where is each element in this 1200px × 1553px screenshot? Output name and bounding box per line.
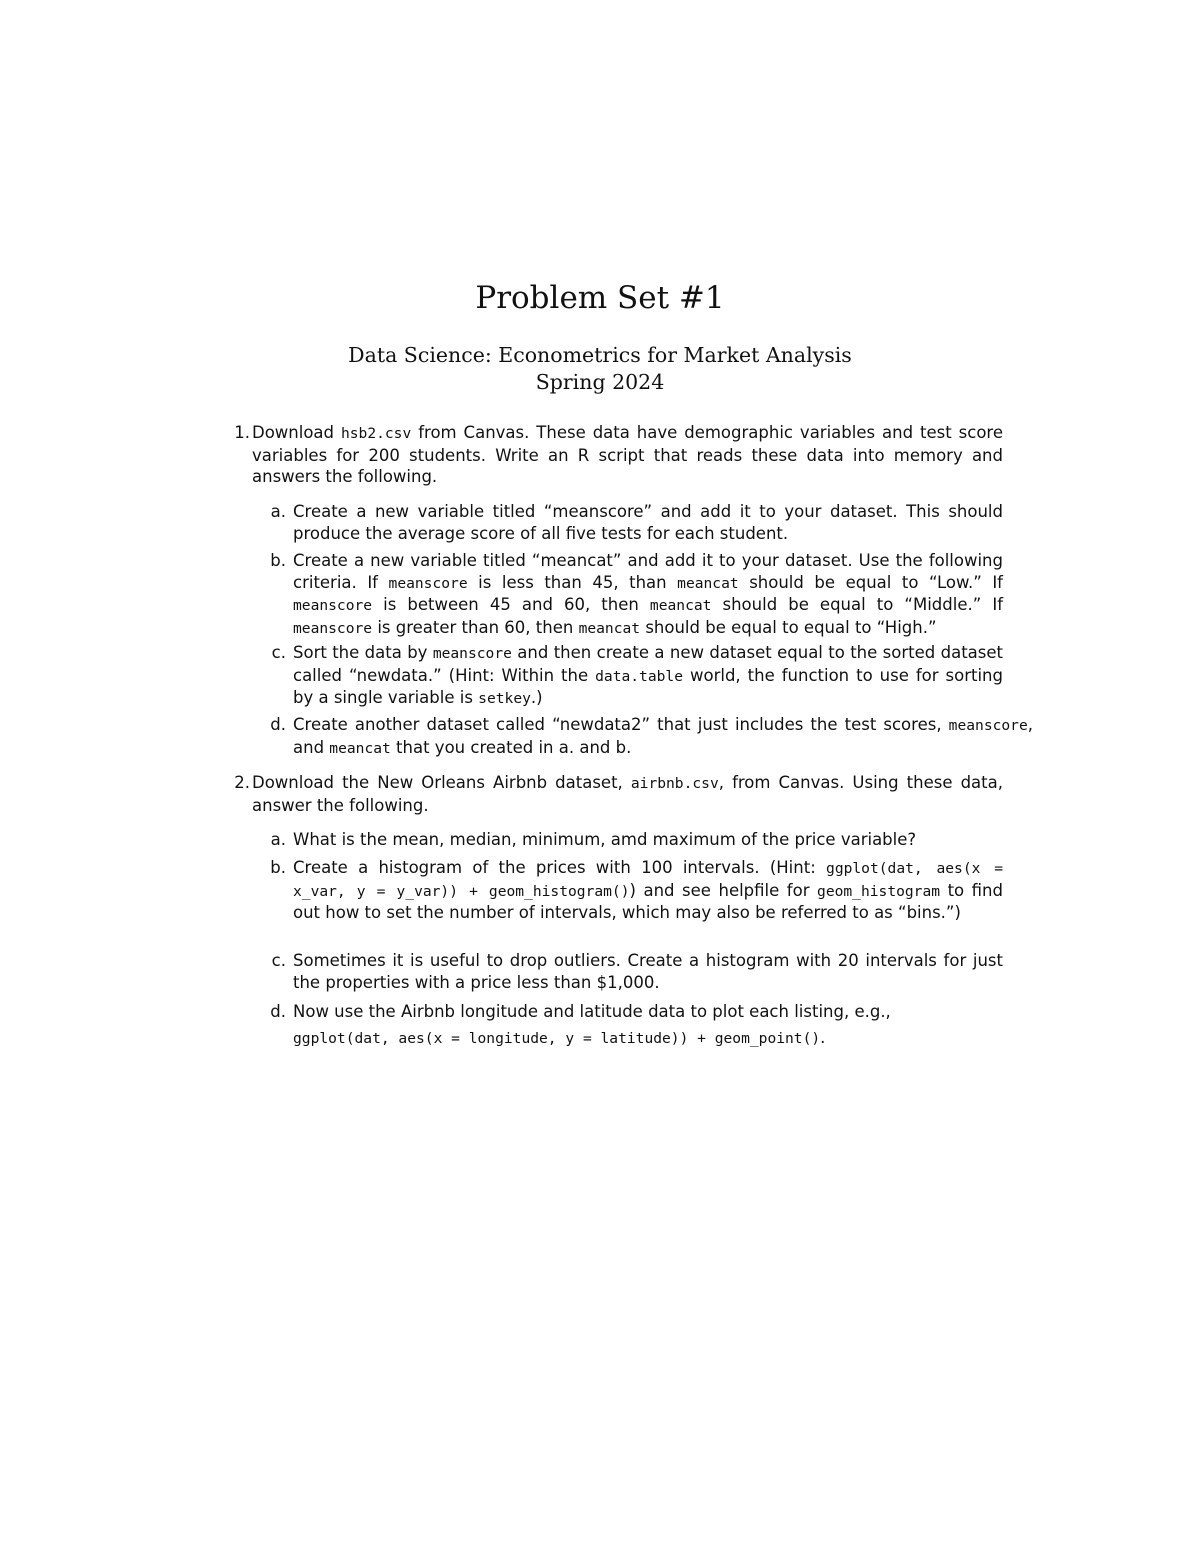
item-text: Sometimes it is useful to drop outliers. Create a histogram with 20 intervals for just the properties with a price less than $1,000. bbox=[293, 951, 1003, 992]
text-run: .) bbox=[530, 688, 543, 707]
text-run: Create a new variable titled “meancat” and add it to your dataset. Use the following criteria. If bbox=[293, 551, 1003, 592]
text-run: to find out how to set the number of intervals, which may also be referred to as “bins.”) bbox=[293, 880, 1003, 922]
code-function: geom_histogram bbox=[817, 882, 941, 900]
text-run: and then create a new dataset equal to the sorted dataset called “newdata.” (Hint: Within the bbox=[293, 643, 1003, 685]
code-filename: hsb2.csv bbox=[340, 425, 412, 442]
course-name: Data Science: Econometrics for Market Analysis bbox=[348, 343, 852, 367]
text-run: Download the New Orleans Airbnb dataset, bbox=[252, 773, 631, 792]
code-variable: meancat bbox=[578, 619, 641, 637]
question-2d bbox=[268, 1001, 1003, 1049]
question-1c bbox=[268, 642, 1003, 710]
text-run: Download bbox=[252, 423, 341, 442]
item-text bbox=[293, 714, 1033, 759]
document-title: Problem Set #1 bbox=[475, 280, 725, 316]
text-run: . bbox=[820, 1027, 826, 1047]
code-variable: meanscore bbox=[948, 717, 1028, 734]
code-variable: meancat bbox=[329, 739, 391, 757]
text-run: Create a histogram of the prices with 100 intervals. (Hint: bbox=[293, 858, 827, 877]
item-text bbox=[293, 550, 1003, 639]
text-run: Create another dataset called “newdata2” that just includes the test scores, bbox=[293, 715, 949, 734]
item-letter: c. bbox=[271, 643, 286, 662]
code-variable: meanscore bbox=[293, 597, 373, 614]
question-1b bbox=[268, 550, 1003, 639]
text-run: from Canvas. These data have demographic variables and test score variables for 200 students. Write an R script that reads these data into memory and answers the following. bbox=[252, 423, 1003, 486]
text-run: that you created in a. and b. bbox=[390, 737, 632, 757]
question-number: 2. bbox=[234, 773, 250, 792]
item-text bbox=[293, 642, 1003, 710]
item-letter: c. bbox=[271, 951, 286, 970]
code-filename: airbnb.csv bbox=[630, 775, 719, 792]
item-letter: d. bbox=[270, 1002, 286, 1021]
text-run: world, the function to use for sorting by a single variable is bbox=[293, 665, 1003, 707]
question-1d bbox=[268, 714, 1033, 759]
text-run: should be equal to “Low.” If bbox=[738, 572, 1003, 592]
text-run: , and bbox=[293, 715, 1033, 757]
question-1 bbox=[228, 422, 1003, 488]
question-1a bbox=[268, 501, 1003, 544]
text-run: is between 45 and 60, then bbox=[372, 595, 650, 614]
code-variable: meanscore bbox=[293, 619, 373, 637]
code-variable: meancat bbox=[649, 597, 712, 614]
question-2 bbox=[228, 772, 1003, 816]
code-variable: meanscore bbox=[432, 645, 512, 662]
item-letter: d. bbox=[270, 715, 286, 734]
code-variable: meancat bbox=[677, 574, 739, 592]
question-2b bbox=[268, 857, 1003, 924]
code-package: data.table bbox=[595, 667, 683, 685]
code-snippet: ggplot(dat, aes(x = x_var, y = y_var)) + geom_histogram() bbox=[293, 860, 1004, 900]
item-text: Create a new variable titled “meanscore” and add it to your dataset. This should produce the average score of all five tests for each student. bbox=[293, 502, 1003, 543]
item-letter: a. bbox=[270, 830, 286, 849]
term: Spring 2024 bbox=[535, 370, 665, 394]
code-function: setkey bbox=[478, 690, 531, 707]
text-run: Sort the data by bbox=[293, 643, 433, 662]
text-run: should be equal to equal to “High.” bbox=[640, 617, 937, 637]
text-run: is greater than 60, then bbox=[372, 617, 579, 637]
text-run: should be equal to “Middle.” If bbox=[711, 595, 1004, 614]
question-text bbox=[252, 422, 1003, 488]
item-letter: b. bbox=[270, 858, 286, 877]
item-text bbox=[293, 857, 1003, 924]
item-letter: a. bbox=[270, 502, 286, 521]
question-text bbox=[252, 772, 1003, 816]
question-number: 1. bbox=[234, 423, 250, 442]
question-2a bbox=[268, 829, 1003, 851]
item-letter: b. bbox=[270, 551, 286, 570]
text-run: Now use the Airbnb longitude and latitude data to plot each listing, e.g., bbox=[293, 1002, 891, 1021]
text-run: ) and see helpfile for bbox=[629, 880, 818, 900]
text-run: , from Canvas. Using these data, answer the following. bbox=[252, 773, 1003, 815]
code-variable: meanscore bbox=[388, 574, 468, 592]
item-text bbox=[293, 1001, 1003, 1049]
document-subtitle bbox=[0, 342, 1200, 396]
code-snippet: ggplot(dat, aes(x = longitude, y = latitude)) + geom_point() bbox=[293, 1029, 821, 1047]
item-text: What is the mean, median, minimum, amd maximum of the price variable? bbox=[293, 830, 917, 849]
question-2c bbox=[268, 950, 1003, 993]
text-run: is less than 45, than bbox=[467, 572, 678, 592]
